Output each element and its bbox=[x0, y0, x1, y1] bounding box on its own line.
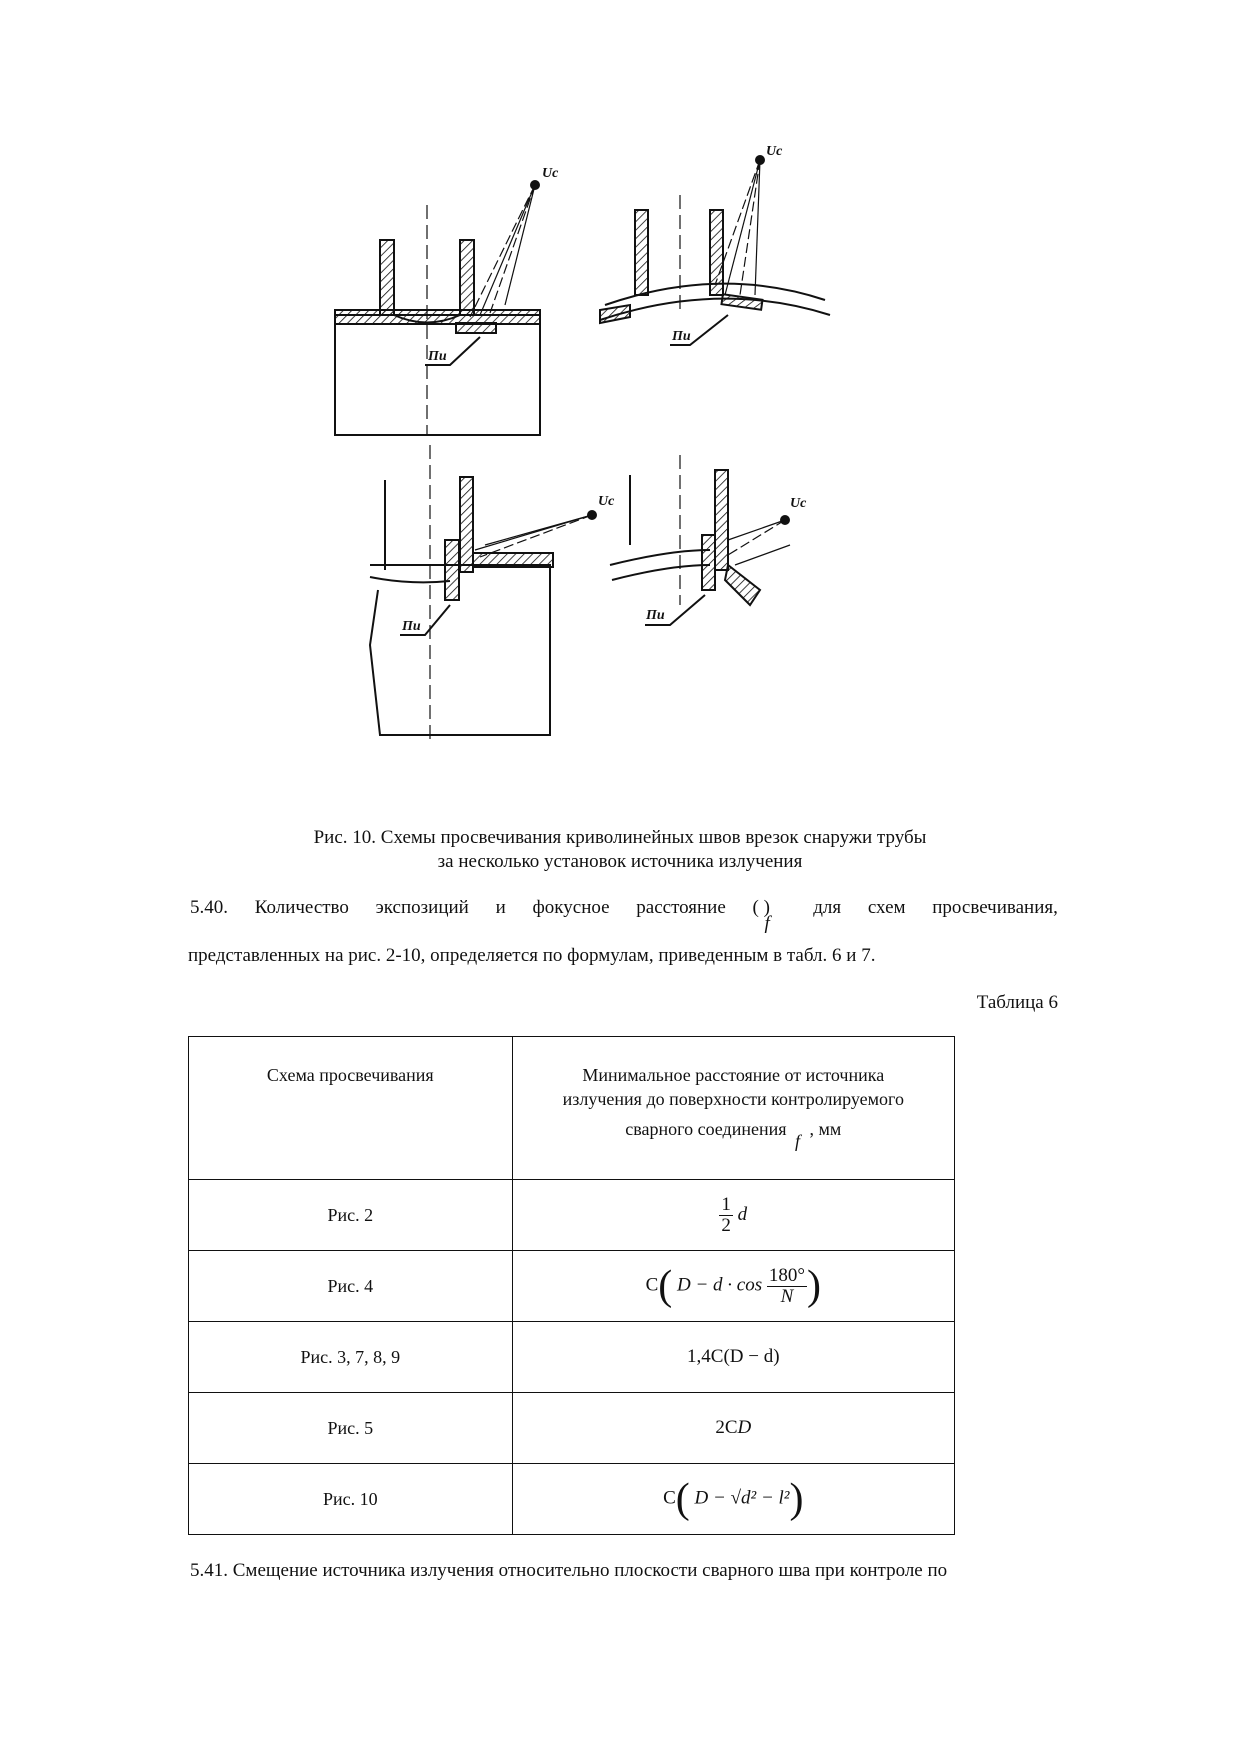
header-scheme-text: Схема просвечивания bbox=[266, 1065, 434, 1085]
table-row bbox=[189, 1322, 955, 1393]
scheme-cell: Рис. 5 bbox=[189, 1393, 513, 1464]
fraction bbox=[719, 1195, 733, 1236]
formula-c: C bbox=[645, 1274, 659, 1296]
fraction-denominator: N bbox=[780, 1285, 794, 1307]
scheme-bottom-right bbox=[610, 455, 790, 625]
fraction bbox=[767, 1266, 807, 1307]
formula-expr: D − d · cos bbox=[677, 1274, 763, 1296]
caption-line-2: за несколько установок источника излучения bbox=[437, 851, 803, 872]
figure-caption bbox=[160, 826, 1080, 874]
scheme-cell: Рис. 4 bbox=[189, 1251, 513, 1322]
formula-expr: D − √d² − l² bbox=[694, 1487, 790, 1509]
header-f-symbol-wrap bbox=[791, 1111, 805, 1151]
header-line-1: Минимальное расстояние от источника bbox=[582, 1065, 885, 1085]
source-label-4: Uc bbox=[790, 496, 807, 511]
detector-label-1: Пи bbox=[428, 349, 447, 364]
source-label-1: Uc bbox=[542, 166, 559, 181]
p540-word: 5.40. bbox=[190, 897, 228, 918]
focal-symbol bbox=[752, 896, 787, 934]
p540-paren: ( ) bbox=[752, 897, 770, 918]
table-row bbox=[189, 1464, 955, 1535]
paragraph-5-40-line-2: представленных на рис. 2-10, определяется по формулам, приведенным в табл. 6 и 7. bbox=[188, 945, 876, 966]
paragraph-5-40-line-1 bbox=[190, 896, 1058, 934]
scheme-bottom-left bbox=[370, 445, 596, 745]
fraction-denominator: 2 bbox=[721, 1214, 731, 1236]
caption-line-1: Рис. 10. Схемы просвечивания криволинейных швов врезок снаружи трубы bbox=[313, 827, 927, 848]
paragraph-5-41: 5.41. Смещение источника излучения относительно плоскости сварного шва при контроле по bbox=[190, 1560, 948, 1581]
header-line-2: излучения до поверхности контролируемого bbox=[562, 1089, 904, 1109]
detector-label-2: Пи bbox=[672, 329, 691, 344]
radiography-schemes-drawing bbox=[330, 145, 940, 805]
table-header-row bbox=[189, 1037, 955, 1180]
detector-label-3: Пи bbox=[402, 619, 421, 634]
header-distance bbox=[512, 1037, 954, 1180]
table-row bbox=[189, 1180, 955, 1251]
scheme-cell: Рис. 2 bbox=[189, 1180, 513, 1251]
p540-word: схем bbox=[867, 897, 906, 918]
formula-cell bbox=[512, 1393, 954, 1464]
source-label-2: Uc bbox=[766, 145, 783, 159]
scheme-cell: Рис. 10 bbox=[189, 1464, 513, 1535]
p540-word: Количество bbox=[254, 897, 349, 918]
formula-var: d bbox=[737, 1203, 748, 1225]
p540-word: фокусное bbox=[532, 897, 610, 918]
formula-cell: C( D − √d² − l²) bbox=[512, 1464, 954, 1535]
scheme-cell: Рис. 3, 7, 8, 9 bbox=[189, 1322, 513, 1393]
header-scheme bbox=[189, 1037, 513, 1180]
header-unit: , мм bbox=[809, 1119, 842, 1139]
header-line-3-text: сварного соединения bbox=[625, 1119, 787, 1139]
p540-word: экспозиций bbox=[375, 897, 469, 918]
p540-f-symbol: f bbox=[764, 913, 770, 934]
scheme-top-right bbox=[600, 156, 830, 345]
p540-word: просвечивания, bbox=[932, 897, 1058, 918]
table-row bbox=[189, 1393, 955, 1464]
fraction-numerator: 1 bbox=[721, 1193, 731, 1215]
fraction-numerator: 180° bbox=[768, 1264, 805, 1286]
formula-cell bbox=[512, 1180, 954, 1251]
paragraph-5-40 bbox=[190, 896, 1058, 934]
header-f-symbol: f bbox=[795, 1131, 801, 1151]
header-line-3 bbox=[513, 1111, 954, 1151]
table-label: Таблица 6 bbox=[976, 992, 1058, 1013]
formula-prefix: 2C bbox=[715, 1417, 738, 1438]
table-6 bbox=[188, 1036, 955, 1535]
detector-label-4: Пи bbox=[646, 608, 665, 623]
table-row bbox=[189, 1251, 955, 1322]
formula-c: C bbox=[663, 1487, 676, 1509]
p540-word: для bbox=[813, 897, 842, 918]
formula-cell: 1,4C(D − d) bbox=[512, 1322, 954, 1393]
header-distance-text bbox=[513, 1037, 954, 1151]
p540-word: и bbox=[495, 897, 506, 918]
scheme-top-left bbox=[335, 181, 540, 435]
formula-var: D bbox=[737, 1417, 752, 1438]
formula-cell: C( D − d · cos $\frac{180^\circ}{N}$ ) bbox=[512, 1251, 954, 1322]
source-label-3: Uc bbox=[598, 494, 615, 509]
p540-word: расстояние bbox=[636, 897, 726, 918]
figure-10 bbox=[330, 145, 940, 805]
